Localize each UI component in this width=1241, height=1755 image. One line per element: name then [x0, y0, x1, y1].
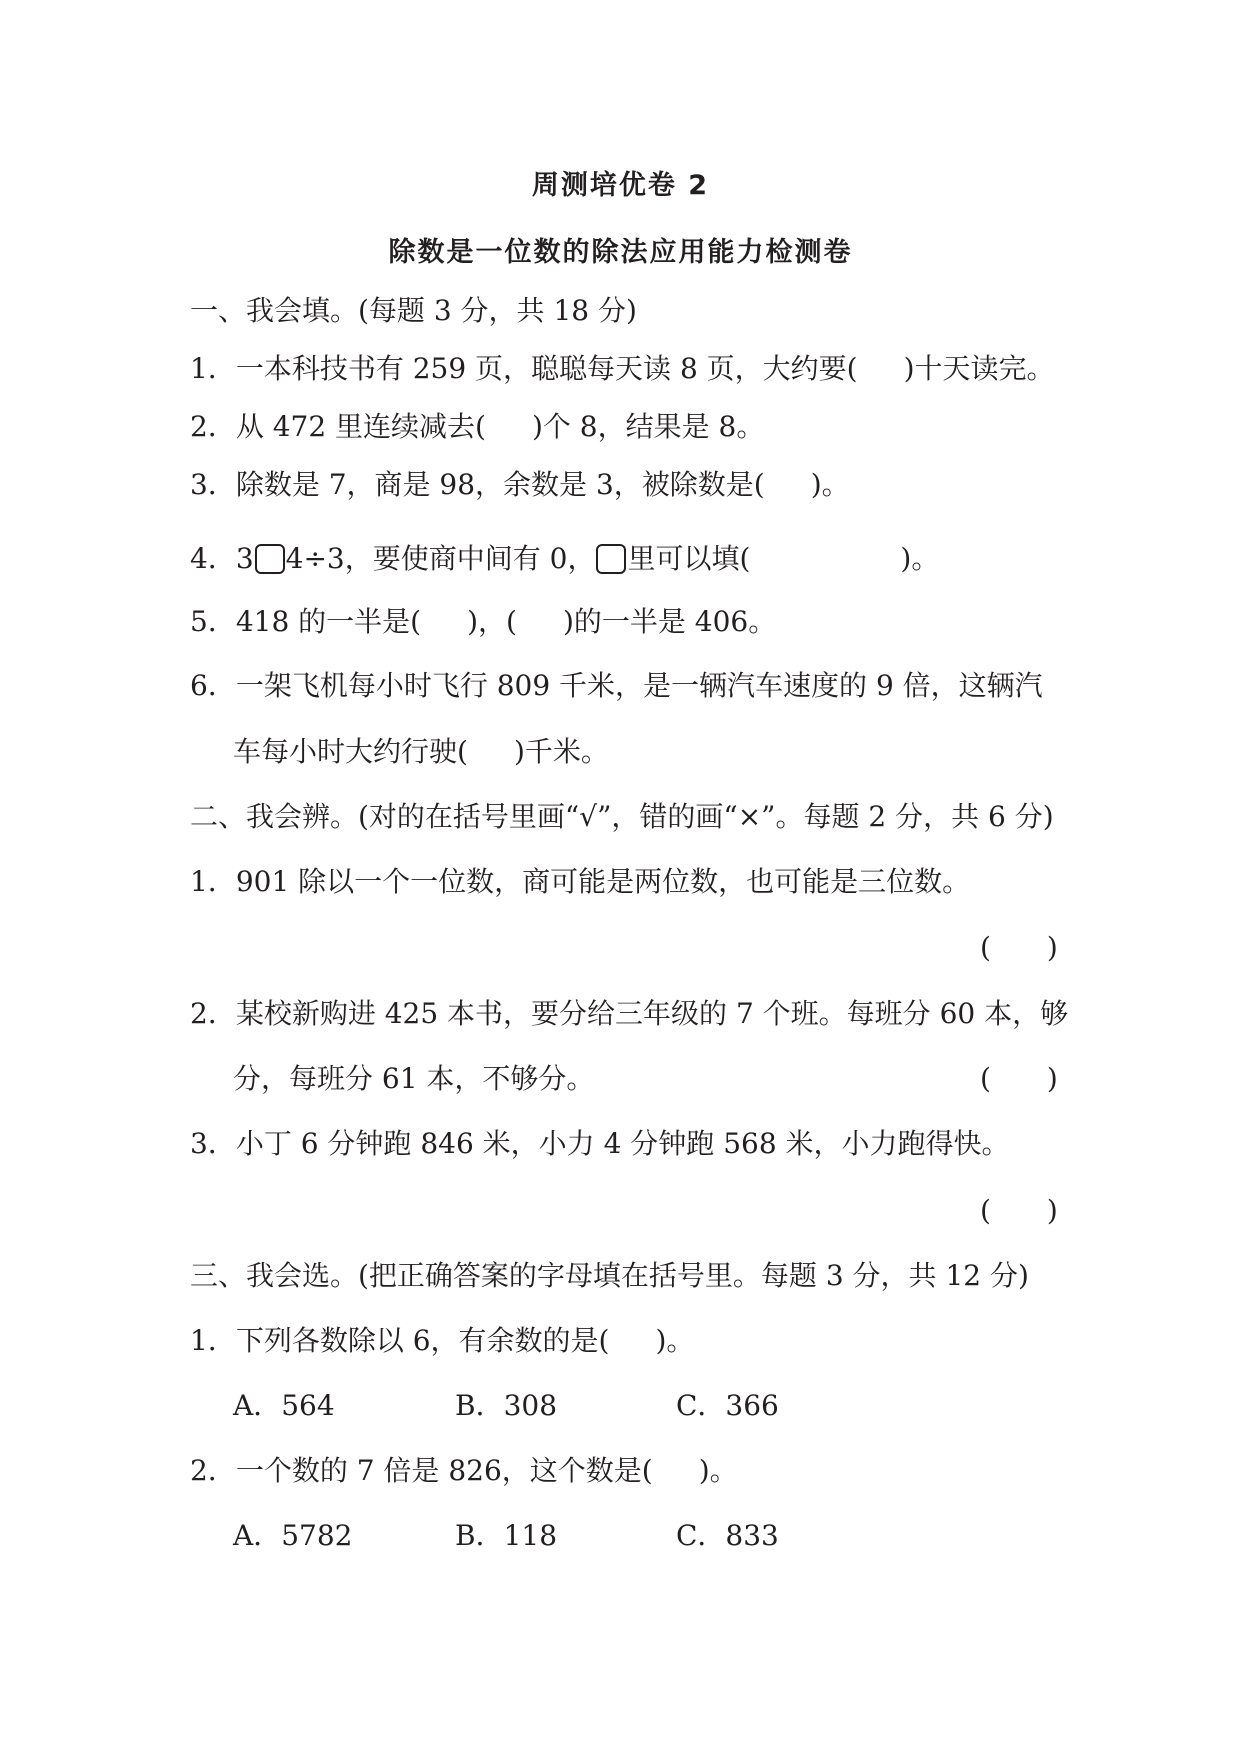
question-text: 里可以填(	[627, 542, 751, 575]
page-subtitle: 除数是一位数的除法应用能力检测卷	[388, 237, 853, 268]
question-text: 3．除数是 7，商是 98，余数是 3，被除数是(	[190, 468, 765, 501]
question-1-2	[190, 408, 764, 446]
answer-paren[interactable]: ( )	[980, 1062, 1058, 1095]
section2-heading: 二、我会辨。(对的在括号里画“√”，错的画“×”。每题 2 分，共 6 分)	[190, 800, 1054, 833]
question-2-1: 1．901 除以一个一位数，商可能是两位数，也可能是三位数。	[190, 865, 971, 898]
question-1-5	[190, 603, 776, 641]
question-text: )。	[900, 542, 940, 575]
page-title: 周测培优卷 2	[531, 170, 710, 201]
question-text: 车每小时大约行驶(	[233, 735, 468, 768]
option-a[interactable]: A．5782	[233, 1519, 353, 1552]
question-2-2-line2: 分，每班分 61 本，不够分。	[233, 1062, 595, 1095]
question-1-4	[190, 540, 939, 578]
digit-box[interactable]	[255, 544, 285, 574]
section3-heading: 三、我会选。(把正确答案的字母填在括号里。每题 3 分，共 12 分)	[190, 1259, 1029, 1292]
digit-box[interactable]	[596, 544, 626, 574]
option-c[interactable]: C．833	[676, 1519, 779, 1552]
option-b[interactable]: B．118	[455, 1519, 558, 1552]
question-text: )个 8，结果是 8。	[531, 410, 765, 443]
option-c[interactable]: C．366	[676, 1389, 779, 1422]
section1-heading: 一、我会填。(每题 3 分，共 18 分)	[190, 294, 637, 327]
question-text: )的一半是 406。	[562, 605, 777, 638]
question-3-2	[190, 1452, 738, 1490]
question-1-6-line2	[233, 733, 609, 771]
question-text: )。	[655, 1324, 695, 1357]
question-1-3	[190, 466, 850, 504]
answer-paren[interactable]: ( )	[980, 1194, 1058, 1227]
answer-paren[interactable]: ( )	[980, 931, 1058, 964]
question-text: 1．一本科技书有 259 页，聪聪每天读 8 页，大约要(	[190, 352, 858, 385]
question-text: )，(	[467, 605, 517, 638]
option-b[interactable]: B．308	[455, 1389, 558, 1422]
question-text: 5．418 的一半是(	[190, 605, 422, 638]
question-text: 1．下列各数除以 6，有余数的是(	[190, 1324, 610, 1357]
question-text: 4．3	[190, 542, 254, 575]
question-1-1	[190, 350, 1055, 388]
question-3-1	[190, 1322, 694, 1360]
question-text: )千米。	[513, 735, 609, 768]
question-2-3: 3．小丁 6 分钟跑 846 米，小力 4 分钟跑 568 米，小力跑得快。	[190, 1127, 1010, 1160]
question-text: 4÷3，要使商中间有 0，	[285, 542, 596, 575]
question-text: 2．一个数的 7 倍是 826，这个数是(	[190, 1454, 653, 1487]
question-text: 2．从 472 里连续减去(	[190, 410, 486, 443]
option-a[interactable]: A．564	[233, 1389, 335, 1422]
question-2-2-line1: 2．某校新购进 425 本书，要分给三年级的 7 个班。每班分 60 本，够	[190, 997, 1069, 1030]
question-text: )十天读完。	[903, 352, 1055, 385]
question-text: )。	[698, 1454, 738, 1487]
question-1-6-line1: 6．一架飞机每小时飞行 809 千米，是一辆汽车速度的 9 倍，这辆汽	[190, 669, 1043, 702]
question-text: )。	[810, 468, 850, 501]
